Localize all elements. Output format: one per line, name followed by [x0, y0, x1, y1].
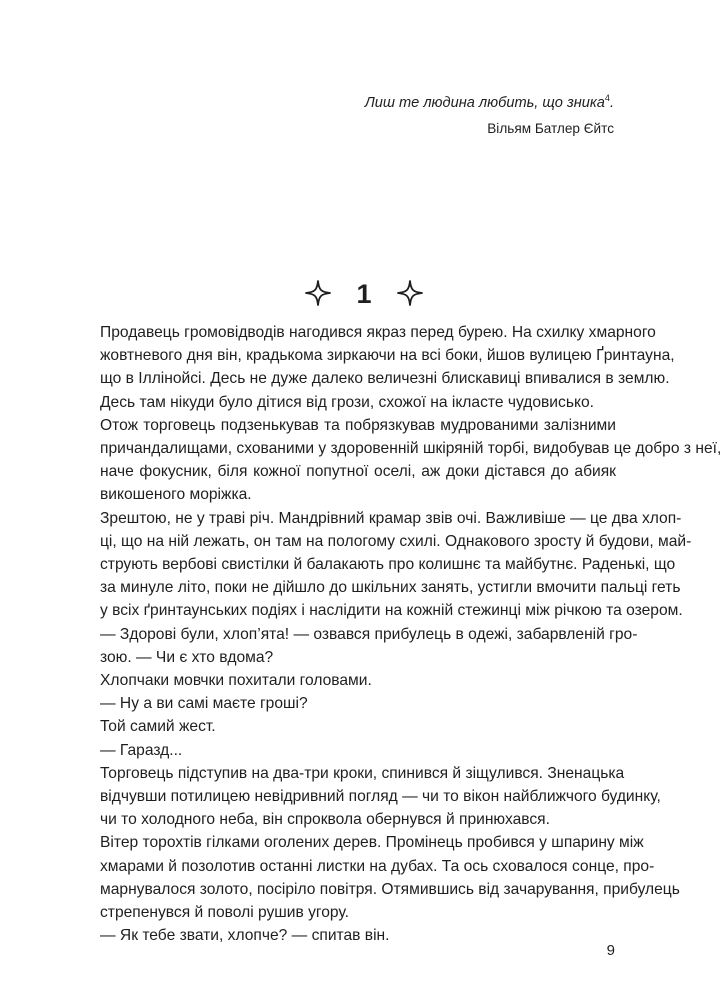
text-line: що в Іллінойсі. Десь не дуже далеко величезні блискавиці впивалися в землю.: [100, 370, 670, 388]
text-line: Вітер торохтів гілками оголених дерев. Промінець пробився у шпарину між: [100, 834, 644, 852]
text-line: Торговець підступив на два-три кроки, спинився й зіщулився. Зненацька: [100, 764, 625, 782]
chapter-number: 1: [356, 279, 372, 309]
epigraph-quote: Лиш те людина любить, що зника$^4$.: [364, 93, 614, 111]
text-line: наче фокусник, біля кожної попутної оселі, аж доки дістався до абияк: [100, 463, 616, 481]
text-line: ці, що на ній лежать, он там на пологому схилі. Однакового зросту й будови, май-: [100, 532, 692, 550]
text-line: Хлопчаки мовчки похитали головами.: [100, 672, 372, 690]
text-line: зою. — Чи є хто вдома?: [100, 648, 274, 666]
epigraph-author: Вільям Батлер Єйтс: [487, 120, 614, 136]
text-line: відчувши потилицею невідривний погляд — чи то вікон найближчого будинку,: [100, 788, 661, 806]
text-line: чи то холодного неба, він спроквола обернувся й принюхався.: [100, 811, 550, 829]
text-line: Отож торговець подзенькував та побрязкував мудрованими залізними: [100, 416, 616, 434]
text-line: викошеного моріжка.: [100, 486, 252, 504]
text-line: причандалищами, схованими у здоровенній шкіряній торбі, видобував це добро з неї,: [100, 440, 722, 458]
text-line: Продавець громовідводів нагодився якраз перед бурею. На схилку хмарного: [100, 324, 656, 341]
text-line: стрепенувся й поволі рушив угору.: [100, 904, 349, 922]
text-line: — Як тебе звати, хлопче? — спитав він.: [100, 927, 390, 945]
text-line: Зрештою, не у траві річ. Мандрівний крамар звів очі. Важливіше — це два хлоп-: [100, 509, 682, 527]
text-line: марнувалося золото, посіріло повітря. Отямившись від зачарування, прибулець: [100, 880, 680, 898]
text-line: — Ну а ви самі маєте гроші?: [100, 695, 308, 713]
text-line: — Здорові були, хлоп’ята! — озвався прибулець в одежі, забарвленій гро-: [100, 625, 638, 643]
text-line: Десь там нікуди було дітися від грози, схожої на ікласте чудовисько.: [100, 393, 594, 411]
text-line: хмарами й позолотив останні листки на дубах. Та ось сховалося сонце, про-: [100, 857, 655, 875]
epigraph: [214, 88, 614, 139]
page-number: 9: [606, 942, 615, 959]
chapter-body: [100, 321, 722, 947]
sparkle-left-icon: [305, 280, 331, 306]
footnote-marker: 4: [604, 93, 610, 103]
text-line: Той самий жест.: [100, 718, 216, 736]
text-line: — Гаразд...: [100, 741, 183, 759]
epigraph-quote-text: Лиш те людина любить, що зника: [364, 94, 605, 111]
text-line: струють вербові свистілки й балакають про колишнє та майбутнє. Раденькі, що: [100, 556, 676, 574]
text-line: жовтневого дня він, крадькома зиркаючи на всі боки, йшов вулицею Ґринтауна,: [100, 347, 675, 365]
sparkle-right-icon: [397, 280, 423, 306]
text-line: за минуле літо, поки не дійшло до шкільних занять, устигли вмочити пальці геть: [100, 579, 681, 597]
chapter-heading: [0, 276, 728, 312]
text-line: у всіх ґринтаунських подіях і наслідити на кожній стежинці між річкою та озером.: [100, 602, 683, 620]
